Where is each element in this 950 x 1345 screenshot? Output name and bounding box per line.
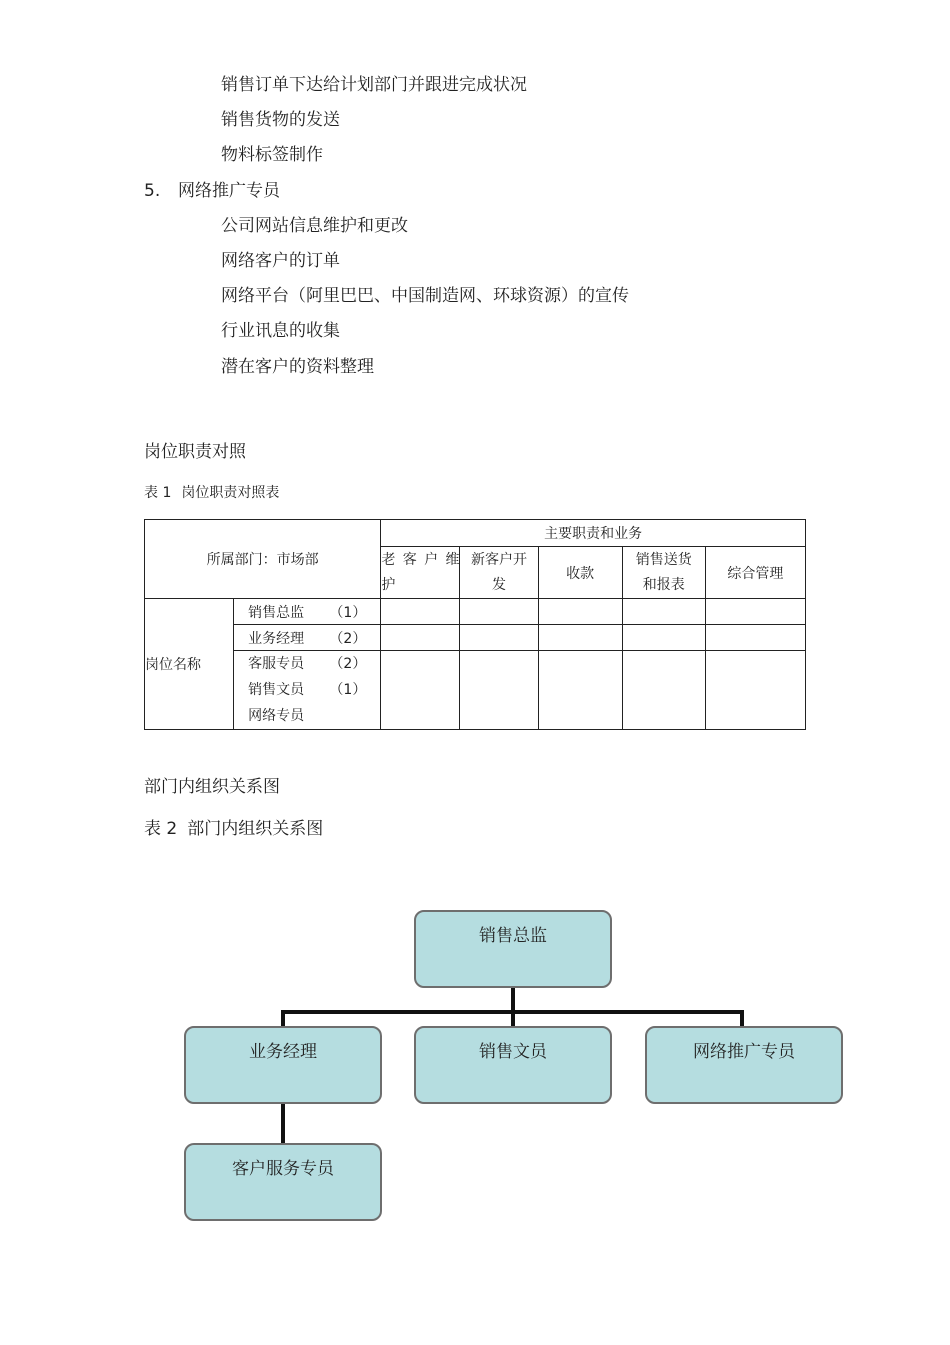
table1-caption-text: 岗位职责对照表 bbox=[181, 485, 280, 501]
column-header: 新客户开发 bbox=[460, 547, 538, 599]
dept-cell: 所属部门：市场部 bbox=[145, 520, 381, 599]
position-count: （2） bbox=[329, 630, 367, 647]
position-cell bbox=[234, 651, 381, 730]
org-node-web-promotion: 网络推广专员 bbox=[645, 1026, 843, 1104]
table1-caption-number: 表 1 bbox=[144, 485, 172, 501]
table-cell bbox=[381, 599, 460, 625]
duty-heading: 岗位职责对照 bbox=[144, 442, 246, 462]
position-name: 业务经理 bbox=[248, 630, 305, 647]
section-number: 5. bbox=[144, 181, 161, 201]
column-header: 收款 bbox=[538, 547, 622, 599]
connector-line bbox=[511, 987, 515, 1012]
org-node-customer-service: 客户服务专员 bbox=[184, 1143, 382, 1221]
position-name: 销售文员 bbox=[248, 682, 305, 698]
section-title: 网络推广专员 bbox=[178, 181, 280, 201]
position-name: 网络专员 bbox=[248, 708, 305, 724]
position-count: （1） bbox=[329, 682, 367, 698]
table-cell bbox=[622, 651, 705, 730]
column-header: 综合管理 bbox=[705, 547, 805, 599]
table-cell bbox=[381, 651, 460, 730]
table-cell bbox=[705, 651, 805, 730]
list-item: 行业讯息的收集 bbox=[221, 321, 340, 341]
org-node-sales-director: 销售总监 bbox=[414, 910, 612, 988]
table-cell bbox=[460, 599, 538, 625]
table-cell bbox=[460, 625, 538, 651]
column-header: 老 客 户 维护 bbox=[381, 547, 460, 599]
table-cell bbox=[622, 625, 705, 651]
list-item: 网络平台（阿里巴巴、中国制造网、环球资源）的宣传 bbox=[221, 286, 629, 306]
position-cell bbox=[234, 625, 381, 651]
position-name: 客服专员 bbox=[248, 656, 305, 672]
list-item: 物料标签制作 bbox=[221, 145, 323, 165]
table-cell bbox=[538, 599, 622, 625]
position-name: 销售总监 bbox=[248, 604, 305, 621]
org-node-business-manager: 业务经理 bbox=[184, 1026, 382, 1104]
table-cell bbox=[622, 599, 705, 625]
table2-caption-number: 表 2 bbox=[144, 819, 178, 839]
row-label: 岗位名称 bbox=[145, 599, 234, 730]
position-count: （2） bbox=[329, 656, 367, 672]
list-item: 潜在客户的资料整理 bbox=[221, 357, 374, 377]
org-node-sales-clerk: 销售文员 bbox=[414, 1026, 612, 1104]
table-cell bbox=[538, 651, 622, 730]
table-cell bbox=[705, 599, 805, 625]
table-cell bbox=[381, 625, 460, 651]
connector-line bbox=[281, 1103, 285, 1145]
duty-table bbox=[144, 519, 806, 730]
table2-caption-text: 部门内组织关系图 bbox=[187, 819, 324, 839]
table-cell bbox=[460, 651, 538, 730]
list-item: 销售订单下达给计划部门并跟进完成状况 bbox=[221, 75, 527, 95]
org-heading: 部门内组织关系图 bbox=[144, 777, 280, 797]
list-item: 网络客户的订单 bbox=[221, 251, 340, 271]
duty-header: 主要职责和业务 bbox=[381, 520, 806, 547]
table1-caption bbox=[144, 482, 279, 504]
position-cell bbox=[234, 599, 381, 625]
table2-caption bbox=[144, 818, 323, 840]
list-item: 公司网站信息维护和更改 bbox=[221, 216, 408, 236]
table-cell bbox=[705, 625, 805, 651]
section-heading bbox=[144, 180, 280, 202]
column-header: 销售送货和报表 bbox=[622, 547, 705, 599]
position-count: （1） bbox=[329, 604, 367, 621]
list-item: 销售货物的发送 bbox=[221, 110, 340, 130]
table-cell bbox=[538, 625, 622, 651]
